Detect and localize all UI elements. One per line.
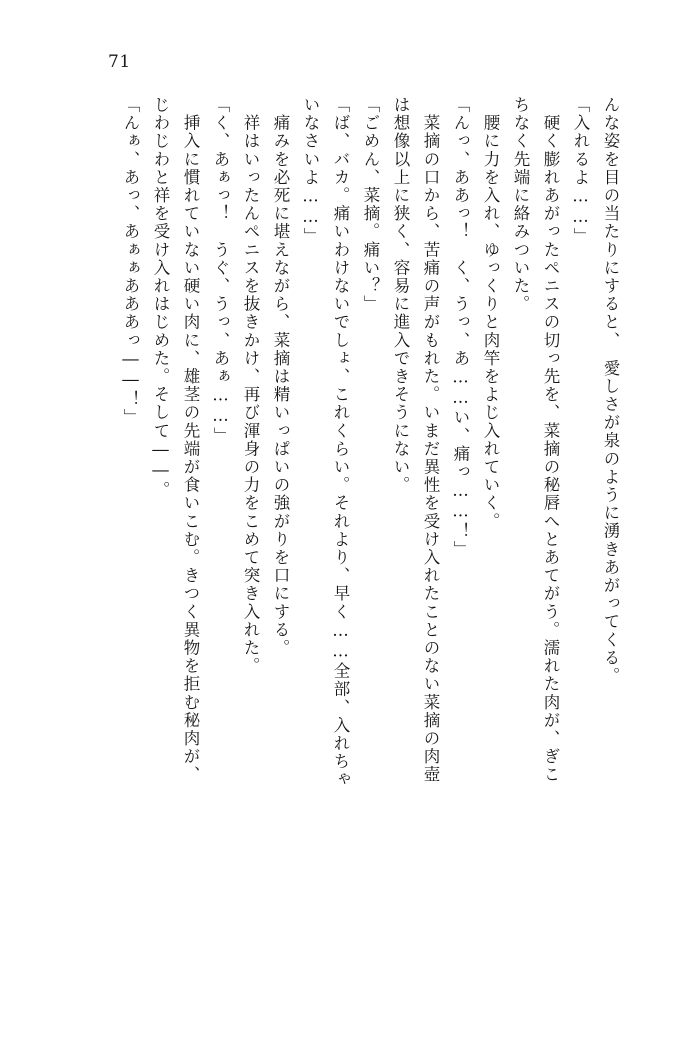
text-column: いなさいよ……」 xyxy=(301,96,320,246)
text-column: 硬く膨れあがったペニスの切っ先を、菜摘の秘唇へとあてがう。濡れた肉が、ぎこ xyxy=(541,96,560,784)
page-number: 71 xyxy=(108,52,131,72)
text-column: ちなく先端に絡みついた。 xyxy=(511,96,530,314)
text-column: 菜摘の口から、苦痛の声がもれた。いまだ異性を受け入れたことのない菜摘の肉壺 xyxy=(421,96,440,784)
text-column: 挿入に慣れていない硬い肉に、雄茎の先端が食いこむ。きつく異物を拒む秘肉が、 xyxy=(181,96,200,784)
text-column: 痛みを必死に堪えながら、菜摘は精いっぱいの強がりを口にする。 xyxy=(271,96,290,658)
vertical-text-block xyxy=(78,96,618,976)
text-column: 「入れるよ……」 xyxy=(571,96,590,246)
text-column: は想像以上に狭く、容易に進入できそうにない。 xyxy=(391,96,410,495)
text-column: じわじわと祥を受け入れはじめた。そして――。 xyxy=(151,96,170,500)
text-column: 腰に力を入れ、ゆっくりと肉竿をよじ入れていく。 xyxy=(481,96,500,531)
text-column: 「ごめん、菜摘。痛い？」 xyxy=(361,96,380,314)
text-column: 「く、あぁっ！ うぐ、うっ、あぁ……」 xyxy=(211,96,230,445)
text-column: 「んぁ、あっ、あぁぁあああっ――！」 xyxy=(121,96,140,427)
text-column: 祥はいったんペニスを抜きかけ、再び渾身の力をこめて突き入れた。 xyxy=(241,96,260,676)
text-column: んな姿を目の当たりにすると、 愛しさが泉のように湧きあがってくる。 xyxy=(601,96,620,686)
text-column: 「ば、バカ。痛いわけないでしょ、これくらい。それより、早く……全部、入れちゃ xyxy=(331,96,350,789)
text-column: 「んっ、ああっ！ く、うっ、あ……い、痛っ……！」 xyxy=(451,96,470,559)
